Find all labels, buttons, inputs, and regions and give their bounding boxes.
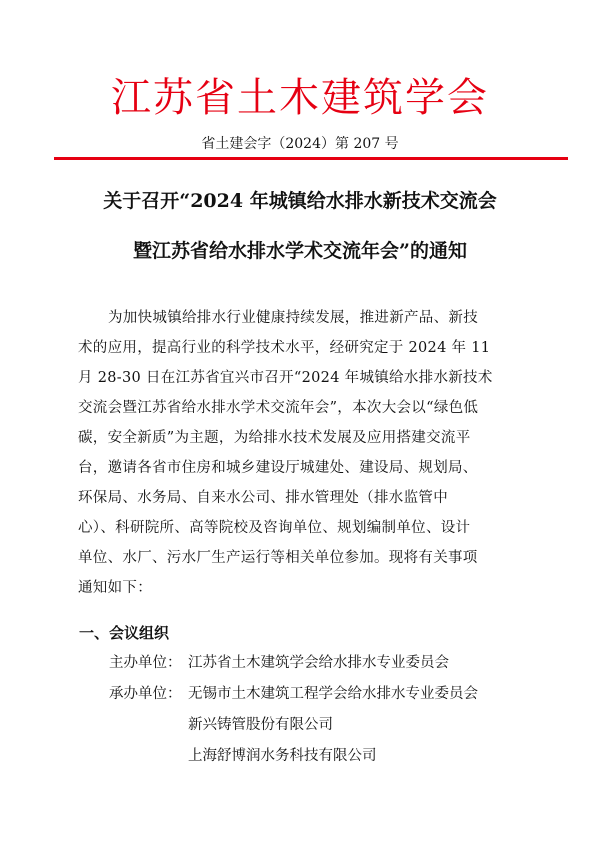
notice-title-line-1: 关于召开“2024 年城镇给水排水新技术交流会 [103, 190, 497, 212]
intro-line: 术的应用，提高行业的科学技术水平，经研究定于 2024 年 11 [78, 340, 491, 356]
organizer-label: 承办单位： [109, 686, 182, 702]
intro-line: 通知如下： [78, 580, 152, 596]
intro-line: 碳，安全新质”为主题，为给排水技术发展及应用搭建交流平 [78, 430, 471, 446]
organizer-1: 无锡市土木建筑工程学会给水排水专业委员会 [188, 686, 478, 702]
document-number: 省土建会字（2024）第 207 号 [201, 136, 399, 152]
intro-line: 交流会暨江苏省给水排水学术交流年会”，本次大会以“绿色低 [78, 400, 479, 416]
host-label: 主办单位： [109, 655, 182, 671]
intro-line: 月 28-30 日在江苏省宜兴市召开“2024 年城镇给水排水新技术 [78, 370, 493, 386]
intro-line: 环保局、水务局、自来水公司、排水管理处（排水监管中 [78, 490, 448, 506]
intro-paragraph [78, 303, 526, 603]
intro-line: 为加快城镇给排水行业健康持续发展，推进新产品、新技 [108, 310, 478, 326]
intro-line: 心）、科研院所、高等院校及咨询单位、规划编制单位、设计 [78, 520, 471, 536]
org-title: 江苏省土木建筑学会 [111, 75, 489, 121]
organizer-2: 新兴铸管股份有限公司 [188, 717, 333, 733]
intro-line: 单位、水厂、污水厂生产运行等相关单位参加。现将有关事项 [78, 550, 478, 566]
notice-title-line-2: 暨江苏省给水排水学术交流年会”的通知 [133, 240, 467, 262]
section-heading-meeting-organization: 一、会议组织 [79, 624, 170, 642]
intro-line: 台，邀请各省市住房和城乡建设厅城建处、建设局、规划局、 [78, 460, 478, 476]
red-divider [54, 157, 568, 160]
organizer-3: 上海舒博润水务科技有限公司 [188, 748, 377, 764]
host-value: 江苏省土木建筑学会给水排水专业委员会 [188, 655, 449, 671]
